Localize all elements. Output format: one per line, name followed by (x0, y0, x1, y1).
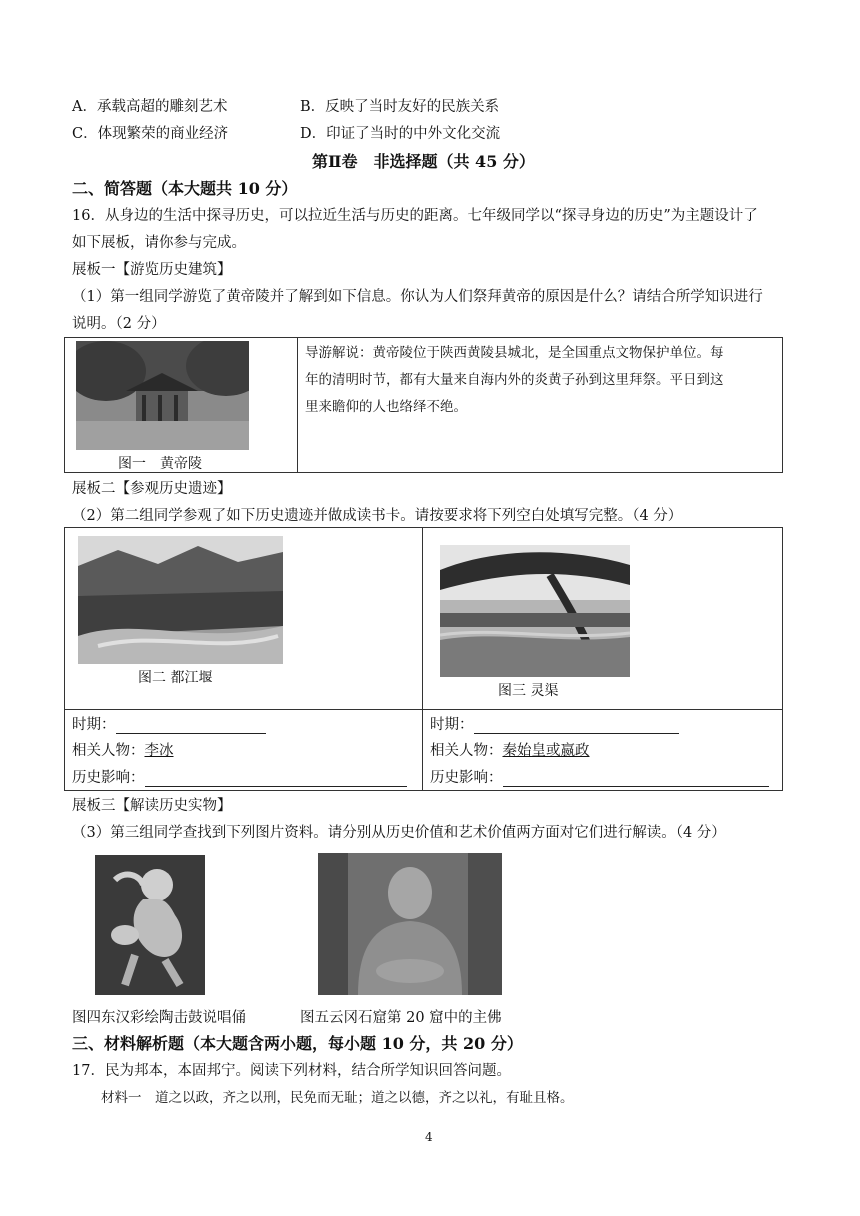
impact-blank[interactable] (145, 772, 407, 787)
board1-question-line1: （1）第一组同学游览了黄帝陵并了解到如下信息。你认为人们祭拜黄帝的原因是什么？请结合所学知识进行 (72, 289, 763, 305)
storyteller-figurine-photo (95, 855, 205, 995)
board2-title: 展板二【参观历史遗迹】 (72, 481, 232, 497)
fig4-caption: 图四东汉彩绘陶击鼓说唱俑 (72, 1010, 246, 1026)
lingqu-impact (430, 769, 769, 787)
huangdi-mausoleum-photo (76, 341, 249, 450)
guide-text-line3: 里来瞻仰的人也络绎不绝。 (305, 399, 467, 415)
option-c: C．体现繁荣的商业经济 (72, 126, 229, 142)
dujiangyan-impact (72, 769, 407, 787)
section2-heading: 二、简答题（本大题共 10 分） (72, 179, 298, 198)
impact-label: 历史影响： (72, 770, 145, 786)
board1-question-line2: 说明。（2 分） (72, 316, 166, 332)
option-a: A．承载高超的雕刻艺术 (72, 99, 228, 115)
material1-text: 材料一 道之以政，齐之以刑，民免而无耻；道之以德，齐之以礼，有耻且格。 (101, 1090, 574, 1106)
period-label: 时期： (72, 717, 116, 733)
impact-blank[interactable] (503, 772, 769, 787)
lingqu-person (430, 742, 590, 760)
period-label: 时期： (430, 717, 474, 733)
board1-title: 展板一【游览历史建筑】 (72, 262, 232, 278)
fig3-caption: 图三 灵渠 (498, 683, 559, 699)
board3-question: （3）第三组同学查找到下列图片资料。请分别从历史价值和艺术价值两方面对它们进行解读。（4 分） (72, 825, 726, 841)
person-value: 李冰 (144, 743, 174, 759)
dujiangyan-person (72, 742, 174, 760)
dujiangyan-photo (78, 536, 283, 664)
q16-line1: 16．从身边的生活中探寻历史，可以拉近生活与历史的距离。七年级同学以“探寻身边的历史”为主题设计了 (72, 208, 758, 224)
dujiangyan-period (72, 716, 266, 734)
lingqu-period (430, 716, 679, 734)
part2-title: 第Ⅱ卷 非选择题（共 45 分） (312, 152, 535, 171)
person-label: 相关人物： (72, 743, 145, 759)
fig1-caption: 图一 黄帝陵 (118, 456, 202, 472)
board2-question: （2）第二组同学参观了如下历史遗迹并做成读书卡。请按要求将下列空白处填写完整。（4 分） (72, 508, 683, 524)
period-blank[interactable] (474, 719, 679, 734)
fig2-caption: 图二 都江堰 (138, 670, 213, 686)
yungang-buddha-photo (318, 853, 502, 995)
fig5-caption: 图五云冈石窟第 20 窟中的主佛 (300, 1010, 502, 1026)
person-label: 相关人物： (430, 743, 503, 759)
section3-heading: 三、材料解析题（本大题含两小题，每小题 10 分，共 20 分） (72, 1034, 523, 1053)
q16-line2: 如下展板，请你参与完成。 (72, 235, 246, 251)
impact-label: 历史影响： (430, 770, 503, 786)
lingqu-photo (440, 545, 630, 677)
option-b: B．反映了当时友好的民族关系 (300, 99, 500, 115)
period-blank[interactable] (116, 719, 266, 734)
q17-stem: 17．民为邦本，本固邦宁。阅读下列材料，结合所学知识回答问题。 (72, 1063, 511, 1079)
board3-title: 展板三【解读历史实物】 (72, 798, 232, 814)
guide-text-line2: 年的清明时节，都有大量来自海内外的炎黄子孙到这里拜祭。平日到这 (305, 372, 724, 388)
page-number: 4 (425, 1130, 433, 1144)
option-d: D．印证了当时的中外文化交流 (300, 126, 501, 142)
guide-text-line1: 导游解说：黄帝陵位于陕西黄陵县城北，是全国重点文物保护单位。每 (305, 345, 724, 361)
person-value: 秦始皇或嬴政 (502, 743, 590, 759)
